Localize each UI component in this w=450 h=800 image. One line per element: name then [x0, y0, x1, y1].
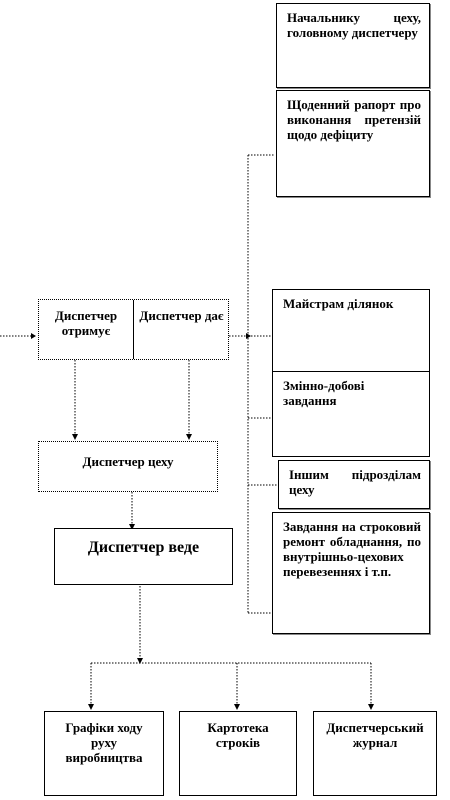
shop-dispatcher-label: Диспетчер цеху — [82, 454, 174, 469]
daily-report-box — [276, 90, 430, 197]
card-file-box — [179, 711, 297, 796]
dispatcher-receives-cell — [39, 300, 134, 359]
other-divisions-box — [278, 460, 430, 509]
dispatcher-receives-label: Диспетчер отримує — [54, 308, 118, 338]
chief-label: Начальнику цеху, головному диспетчеру — [287, 10, 421, 40]
shift-tasks-label: Змінно-добові завдання — [283, 378, 365, 408]
schedules-box — [44, 711, 164, 796]
journal-label: Диспетчерський журнал — [326, 720, 424, 750]
masters-group — [272, 289, 430, 457]
journal-box — [313, 711, 437, 796]
daily-report-label: Щоденний рапорт про виконання претензій щодо дефіциту — [287, 97, 421, 142]
shop-dispatcher-box — [38, 441, 218, 492]
repair-tasks-box — [272, 512, 430, 634]
masters-cell — [273, 290, 429, 372]
dispatcher-keeps-label: Диспетчер веде — [87, 539, 200, 556]
masters-label: Майстрам ділянок — [283, 296, 394, 311]
other-divisions-label: Іншим підрозділам цеху — [289, 467, 421, 497]
chief-box — [276, 3, 430, 88]
dispatcher-gives-cell — [135, 300, 228, 359]
repair-tasks-label: Завдання на строковий ремонт обладнання, по внутрішньо-цехових перевезеннях і т.п. — [283, 519, 421, 579]
schedules-label: Графіки ходу руху виробництва — [65, 720, 143, 765]
dispatcher-exchange-box — [38, 299, 229, 360]
dispatcher-keeps-box — [54, 528, 233, 585]
card-file-label: Картотека строків — [207, 720, 269, 750]
shift-tasks-cell — [273, 372, 429, 456]
dispatcher-gives-label: Диспетчер дає — [139, 308, 224, 323]
